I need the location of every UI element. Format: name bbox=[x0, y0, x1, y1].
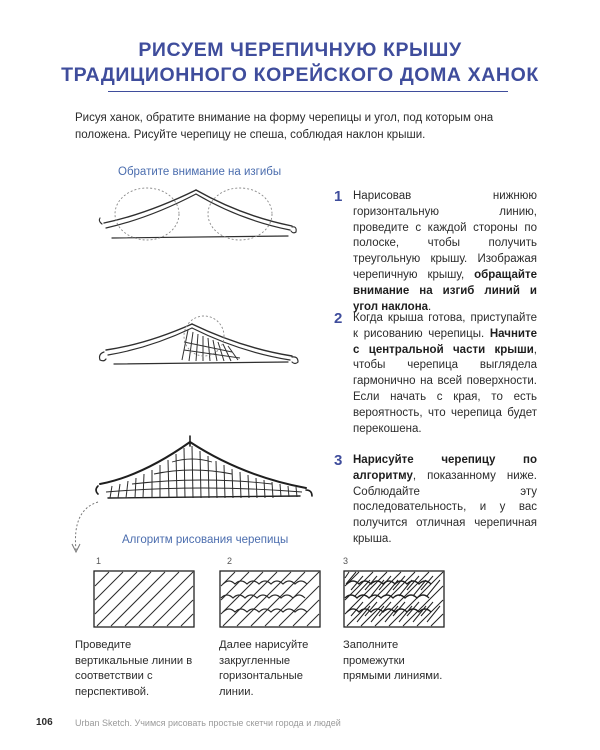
book-title: Urban Sketch. Учимся рисовать простые скетчи города и людей bbox=[75, 718, 341, 728]
step-number: 3 bbox=[334, 452, 343, 469]
algorithm-step-number: 2 bbox=[227, 556, 233, 566]
roof-full-tiles-sketch bbox=[92, 432, 320, 504]
step-text: Нарисовав нижнюю горизонтальную линию, проведите с каждой стороны по полоске, чтобы получить треугольную крышу. Изображая черепичную крышу, обращайте внимание на изгиб линий и угол наклона. bbox=[353, 190, 537, 313]
page-number: 106 bbox=[36, 717, 53, 728]
algorithm-drawing-3 bbox=[343, 570, 445, 633]
step-number: 1 bbox=[334, 188, 343, 205]
curves-caption: Обратите внимание на изгибы bbox=[118, 166, 282, 178]
page-title-line-2: ТРАДИЦИОННОГО КОРЕЙСКОГО ДОМА ХАНОК bbox=[61, 64, 539, 86]
step-text: Нарисуйте черепицу по алгоритму, показанному ниже. Соблюдайте эту последовательность, и у вас получится отличная черепичная крыша. bbox=[353, 454, 537, 545]
algorithm-step-number: 3 bbox=[343, 556, 349, 566]
step-text: Когда крыша готова, приступайте к рисованию черепицы. Начните с центральной части крыши, чтобы черепица выглядела гармонично на всей поверхности. Если начать с края, то есть вероятность, что черепица будет перекошена. bbox=[353, 312, 537, 435]
algorithm-drawing-2 bbox=[219, 570, 321, 633]
algorithm-title: Алгоритм рисования черепицы bbox=[122, 534, 289, 546]
algorithm-caption-1: Проведите вертикальные линии в соответствии с перспективой. bbox=[75, 639, 193, 698]
algorithm-drawing-1 bbox=[93, 570, 195, 633]
page-title-line-1: РИСУЕМ ЧЕРЕПИЧНУЮ КРЫШУ bbox=[138, 39, 462, 61]
algorithm-caption-2: Далее нарисуйте закругленные горизонтальные линии. bbox=[219, 639, 309, 698]
algorithm-step-number: 1 bbox=[96, 556, 102, 566]
page-title bbox=[0, 38, 600, 88]
title-underline bbox=[108, 91, 508, 92]
roof-center-tiles-sketch bbox=[92, 312, 314, 376]
roof-outline-sketch bbox=[92, 178, 302, 244]
algorithm-caption-3: Заполните промежутки прямыми линиями. bbox=[343, 639, 443, 682]
connector-arrow bbox=[66, 498, 106, 558]
step-number: 2 bbox=[334, 310, 343, 327]
intro-paragraph: Рисуя ханок, обратите внимание на форму черепицы и угол, под которым она положена. Рисуйте черепицу не спеша, соблюдая наклон крыши. bbox=[75, 112, 494, 141]
